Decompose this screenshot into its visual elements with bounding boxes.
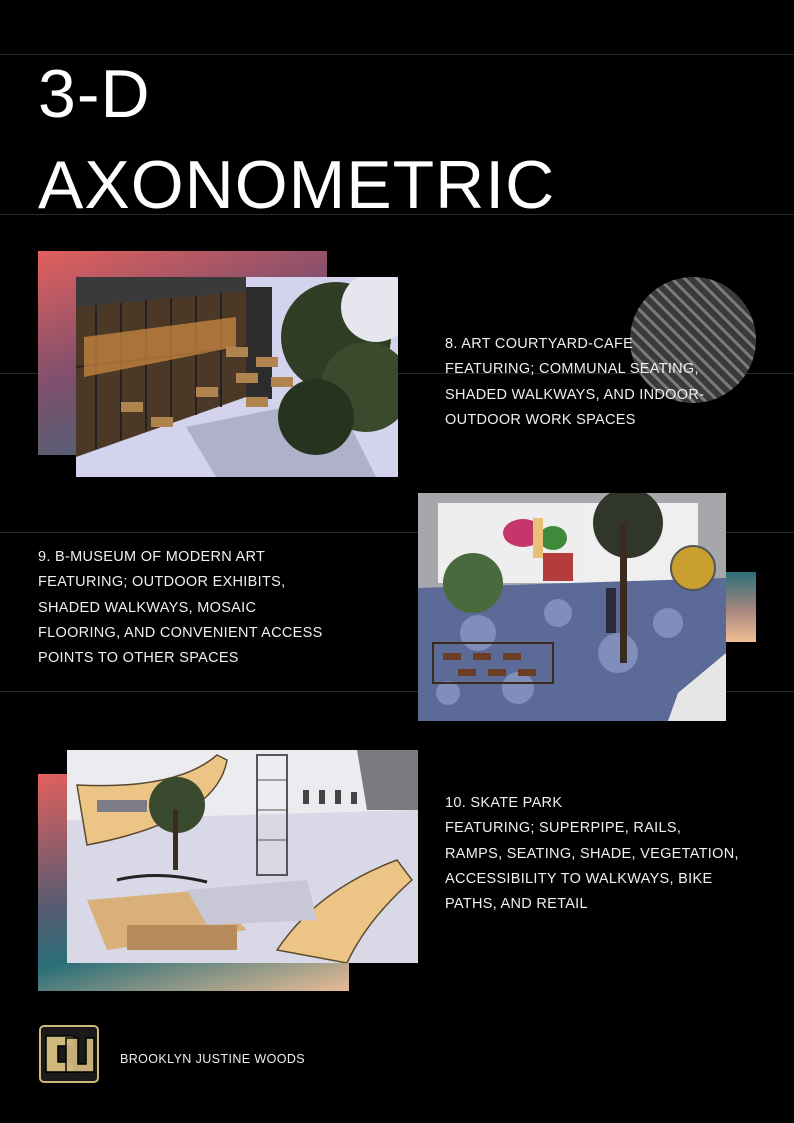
caption-heading: 10. SKATE PARK — [445, 795, 563, 811]
caption-line: SHADED WALKWAYS, MOSAIC — [38, 599, 257, 616]
cafe-render-image — [76, 277, 398, 477]
caption-heading: 9. B-MUSEUM OF MODERN ART — [38, 549, 266, 565]
caption-line: OUTDOOR WORK SPACES — [445, 411, 636, 428]
caption-art-courtyard — [445, 332, 704, 433]
caption-line: POINTS TO OTHER SPACES — [38, 650, 239, 667]
cu-logo-icon — [38, 1024, 100, 1084]
caption-line: FEATURING; COMMUNAL SEATING, — [445, 361, 699, 378]
caption-line: RAMPS, SEATING, SHADE, VEGETATION, — [445, 845, 739, 862]
rule-line — [0, 54, 794, 55]
caption-heading: 8. ART COURTYARD-CAFE — [445, 336, 634, 352]
skate-park-render-image — [67, 750, 418, 963]
caption-line: FEATURING; SUPERPIPE, RAILS, — [445, 820, 682, 837]
caption-line: FEATURING; OUTDOOR EXHIBITS, — [38, 574, 286, 591]
page-title-line-1: 3-D — [38, 56, 151, 132]
caption-line: FLOORING, AND CONVENIENT ACCESS — [38, 624, 323, 641]
caption-skate-park — [445, 791, 739, 917]
museum-render-image — [418, 493, 726, 721]
caption-line: PATHS, AND RETAIL — [445, 896, 588, 913]
caption-line: ACCESSIBILITY TO WALKWAYS, BIKE — [445, 870, 713, 887]
caption-line: SHADED WALKWAYS, AND INDOOR- — [445, 386, 705, 403]
caption-museum — [38, 545, 323, 671]
author-name: BROOKLYN JUSTINE WOODS — [120, 1052, 305, 1066]
page-title-line-2: AXONOMETRIC — [38, 147, 556, 223]
